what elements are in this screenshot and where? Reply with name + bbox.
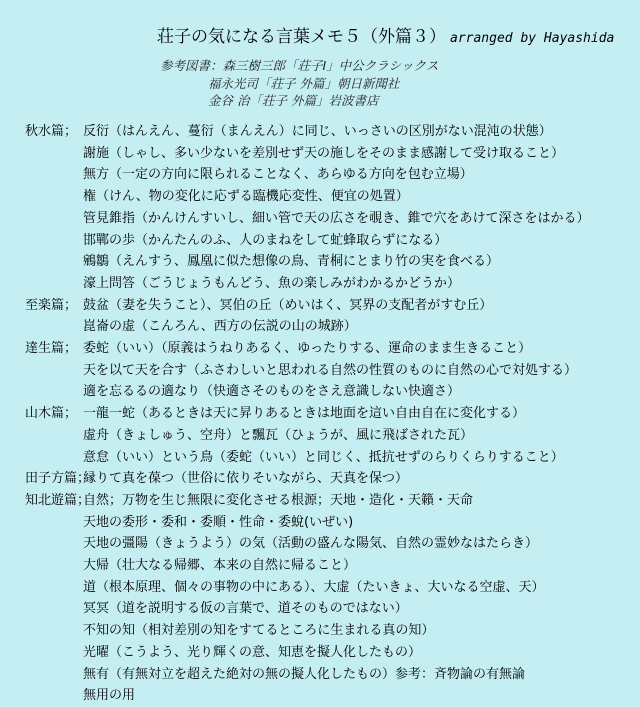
entry-text: 虚舟（きょしゅう、空舟）と飄瓦（ひょうが、風に飛ばされた瓦） <box>83 427 474 443</box>
entry-row <box>25 533 637 555</box>
entry-row <box>25 620 637 642</box>
entry-text: 委蛇（いい）（原義はうねりあるく、ゆったりする、運命のまま生きること） <box>83 341 532 357</box>
entry-row <box>25 577 637 599</box>
entry-text: 無方（一定の方向に限られることなく、あらゆる方向を包む立場） <box>83 167 473 183</box>
entry-text: 管見錐指（かんけんすいし、細い管で天の広さを覗き、錐で穴をあけて深さをはかる） <box>83 210 590 226</box>
entry-text: 反衍（はんえん、蔓衍（まんえん）に同じ、いっさいの区別がない混沌の状態） <box>83 124 552 139</box>
chapter-label: 達生篇； <box>25 341 78 357</box>
entry-text: 一龍一蛇（あるときは天に昇りあるときは地面を這い自由自在に変化する） <box>83 406 526 422</box>
author-credit: arranged by Hayashida <box>450 31 615 46</box>
entry-text: 縁りて真を葆つ（世俗に依りそいながら、天真を保つ） <box>83 471 409 487</box>
chapter-label: 田子方篇； <box>25 471 91 487</box>
reference-item: 福永光司「荘子 外篇」朝日新聞社 <box>208 75 400 91</box>
entry-row <box>25 555 637 577</box>
entry-text: 謝施（しゃし、多い少ないを差別せず天の施しをそのまま感謝して受け取ること） <box>83 145 565 161</box>
entry-row <box>25 664 637 686</box>
entry-row <box>25 685 637 707</box>
entry-text: 天地の委形・委和・委順・性命・委蛻(いぜい) <box>83 514 354 530</box>
chapter-label: 至楽篇； <box>25 297 78 313</box>
entry-row <box>25 121 637 143</box>
reference-list <box>160 57 438 110</box>
reference-item: 参考図書：森三樹三郎「荘子Ⅰ」中公クラシックス <box>160 58 439 73</box>
entry-text: 大帰（壮大なる帰郷、本来の自然に帰ること） <box>83 558 357 574</box>
entry-row <box>25 251 637 273</box>
entry-row <box>25 403 637 425</box>
entry-row <box>25 490 637 512</box>
entry-row <box>25 642 637 664</box>
page-title <box>157 26 614 50</box>
entry-row <box>25 468 637 490</box>
entry-row <box>25 381 637 403</box>
entry-text: 不知の知（相対差別の知をすてるところに生まれる真の知） <box>83 623 435 639</box>
entry-text: 邯鄲の歩（かんたんのふ、人のまねをして虻蜂取らずになる） <box>83 232 448 248</box>
entry-row <box>25 273 637 295</box>
entry-row <box>25 316 637 338</box>
entry-text: 鵷鶵（えんすう、鳳凰に似た想像の鳥、青桐にとまり竹の実を食べる） <box>83 254 500 270</box>
entry-row <box>25 208 637 230</box>
chapter-label: 秋水篇； <box>25 124 78 139</box>
entry-text: 鼓盆（妻を失うこと）、冥伯の丘（めいはく、冥界の支配者がすむ丘） <box>83 297 493 313</box>
entry-row <box>25 338 637 360</box>
entry-text: 天地の彊陽（きょうよう）の気（活動の盛んな陽気、自然の霊妙なはたらき） <box>83 536 539 552</box>
chapter-label: 知北遊篇； <box>25 492 91 508</box>
entry-row <box>25 598 637 620</box>
entry-text: 光曜（こうよう、光り輝くの意、知恵を擬人化したもの） <box>83 644 422 660</box>
entry-row <box>25 143 637 165</box>
entry-row <box>25 186 637 208</box>
chapter-label: 山木篇； <box>25 406 78 422</box>
entry-row <box>25 447 637 469</box>
entry-row <box>25 230 637 252</box>
entry-text: 権（けん、物の変化に応ずる臨機応変性、便宜の処置） <box>83 189 409 205</box>
entry-row <box>25 425 637 447</box>
entry-text: 無有（有無対立を超えた絶対の無の擬人化したもの）参考：斉物論の有無論 <box>83 666 526 682</box>
entry-text: 冥冥（道を説明する仮の言葉で、道そのものではない） <box>83 601 408 617</box>
entry-text: 崑崙の虚（こんろん、西方の伝説の山の城跡） <box>83 319 357 335</box>
entry-row <box>25 512 637 534</box>
entry-text: 天を以て天を合す（ふさわしいと思われる自然の性質のものに自然の心で対処する） <box>83 362 578 378</box>
entry-text: 適を忘るるの適なり（快適さそのものをさえ意識しない快適さ） <box>83 384 461 400</box>
title-text: 荘子の気になる言葉メモ５（外篇３） <box>157 27 446 47</box>
entry-text: 自然；万物を生じ無限に変化させる根源；天地・造化・天籟・天命 <box>83 492 474 508</box>
entry-row <box>25 295 637 317</box>
entry-row <box>25 164 637 186</box>
entry-text: 無用の用 <box>83 688 136 704</box>
entry-text: 道（根本原理、個々の事物の中にある）、大虚（たいきょ、大いなる空虚、天） <box>83 579 545 595</box>
entry-row <box>25 360 637 382</box>
entry-list <box>25 121 637 707</box>
entry-text: 濠上問答（ごうじょうもんどう、魚の楽しみがわかるかどうか） <box>83 275 461 291</box>
reference-item: 金谷 治「荘子 外篇」岩波書店 <box>208 93 379 108</box>
entry-text: 意怠（いい）という鳥（委蛇（いい）と同じく、抵抗せずのらりくらりすること） <box>83 449 564 465</box>
